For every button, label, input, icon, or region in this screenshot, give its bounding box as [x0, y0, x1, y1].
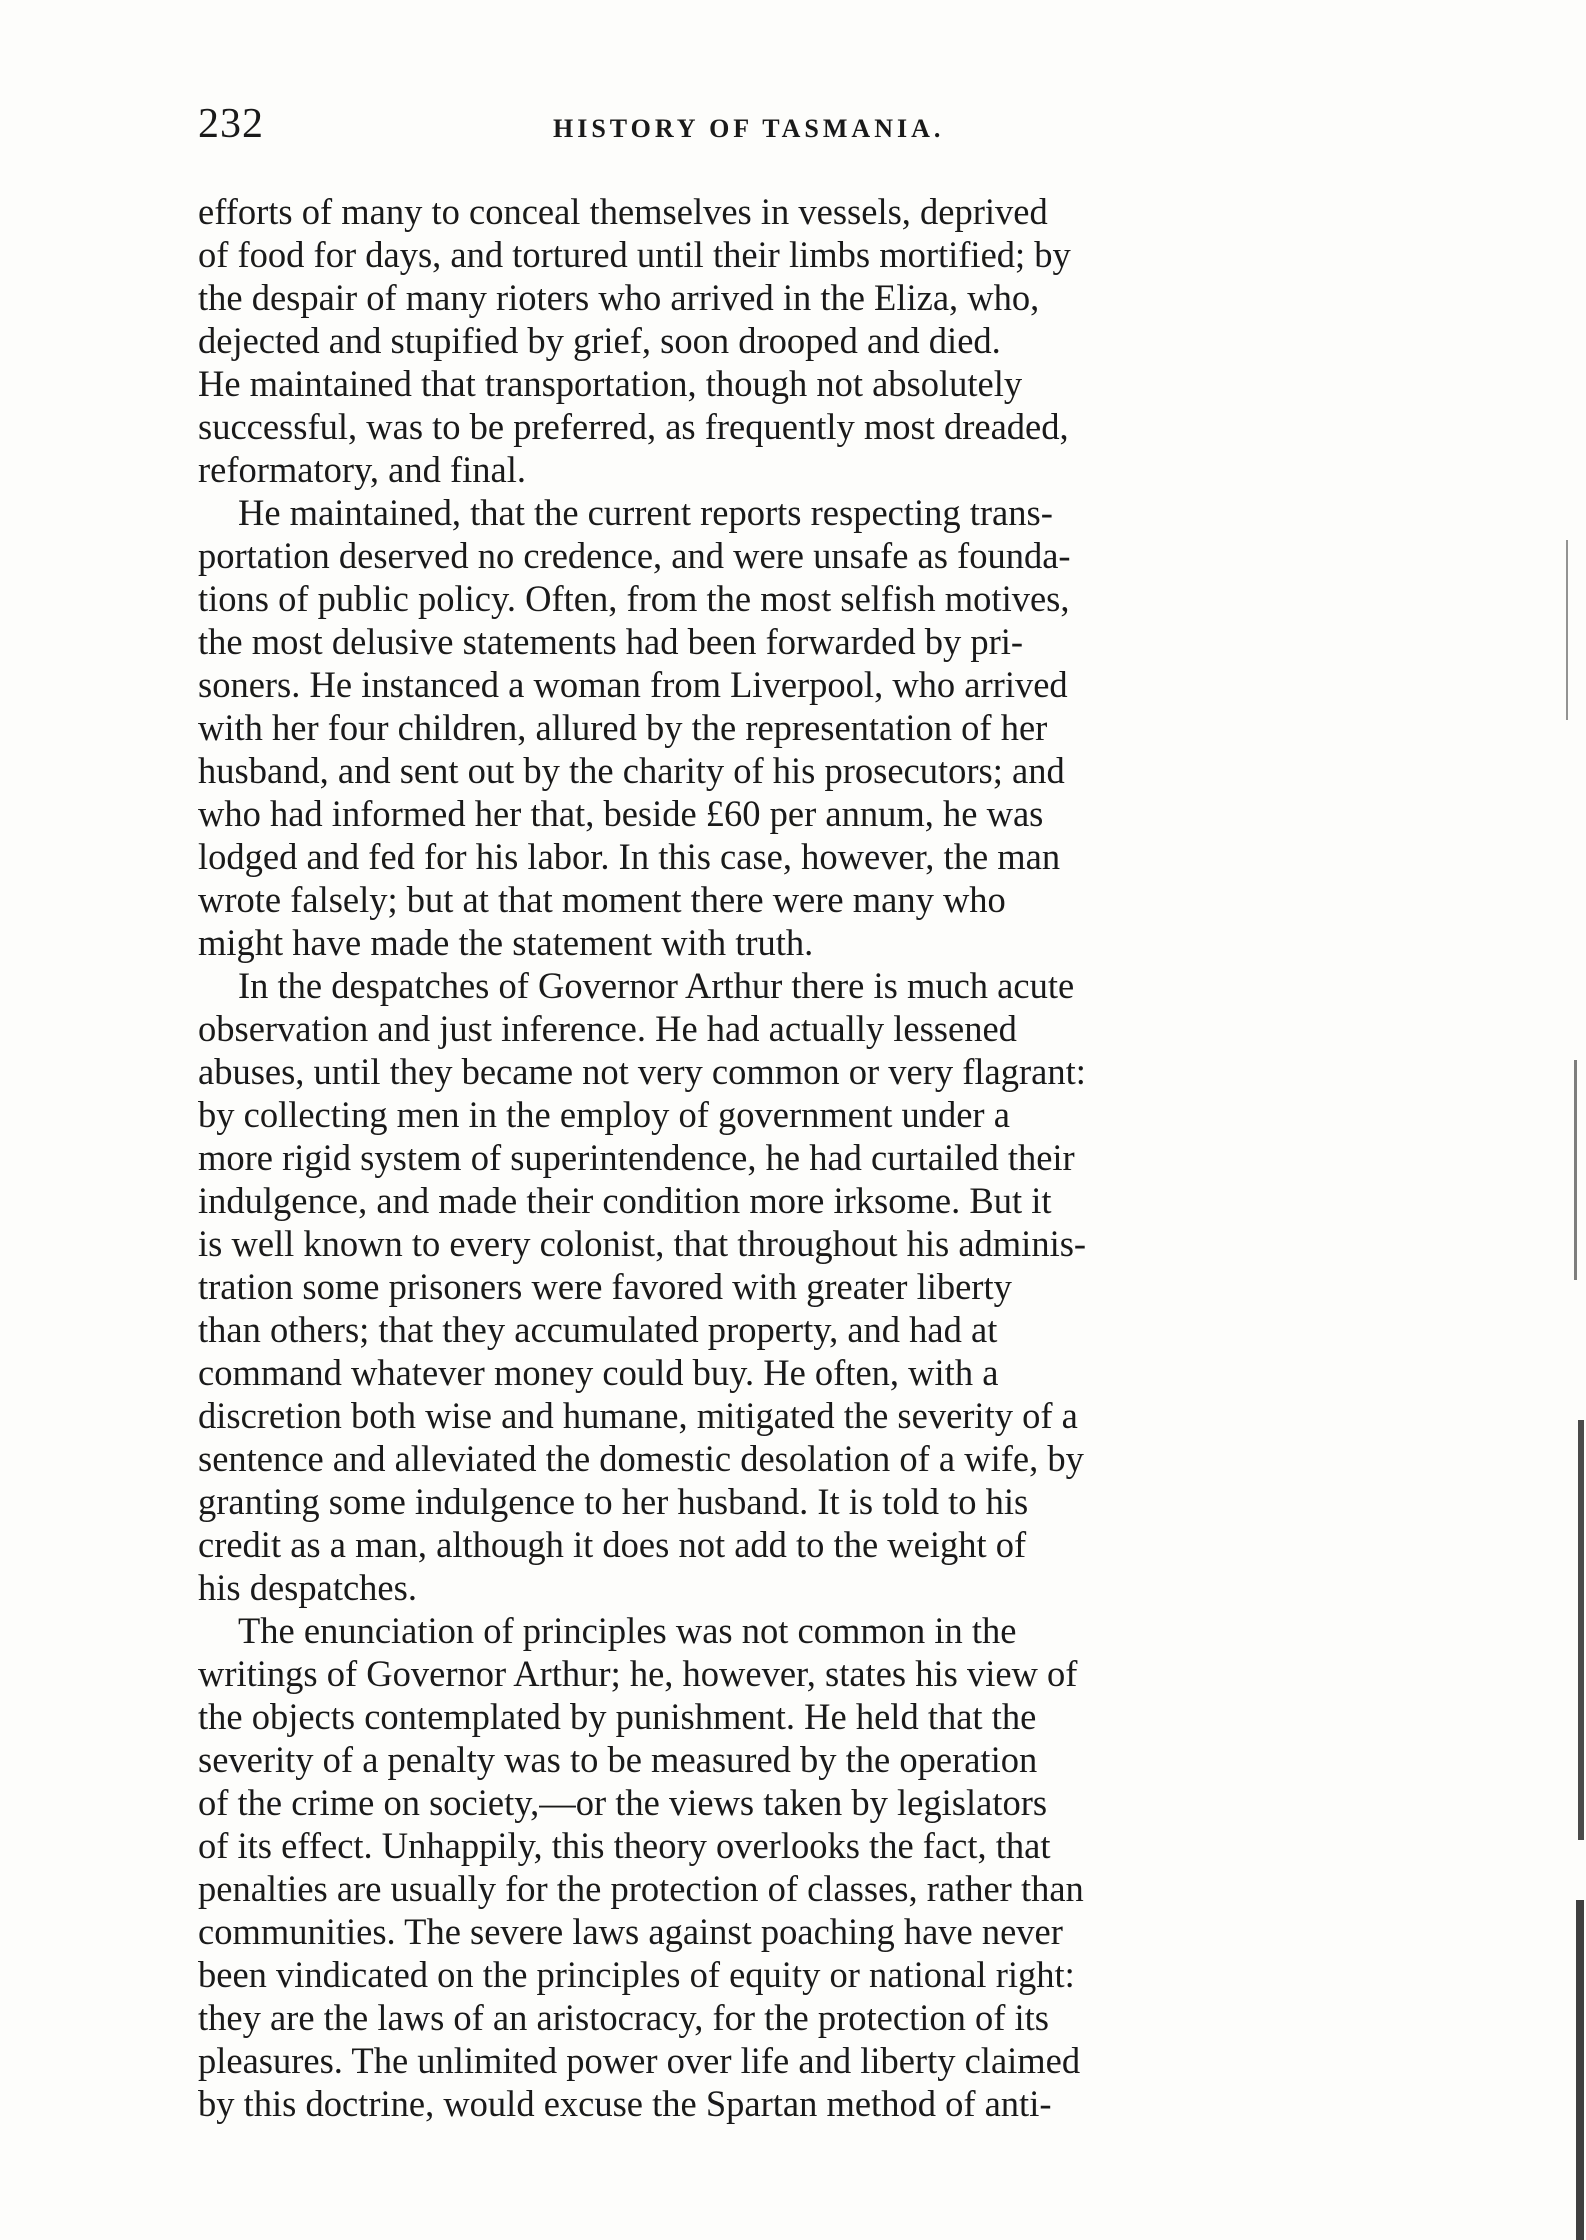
running-title: HISTORY OF TASMANIA.	[553, 114, 945, 143]
edge-mark	[1576, 1900, 1584, 2240]
edge-mark	[1566, 540, 1568, 720]
paragraph-3: In the despatches of Governor Arthur there is much acute observation and just inference. He had actually lessened abuses, until they became not very common or very flagrant: by collecting men in the employ of government under a more rigid system of superintendence, he had curtailed their indulgence, and made their condition more irksome. But it is well known to every colonist, that throughout his adminis- tration some prisoners were favored with greater liberty than others; that they accumulated property, and had at command whatever money could buy. He often, with a discretion both wise and humane, mitigated the severity of a sentence and alleviated the domestic desolation of a wife, by granting some indulgence to her husband. It is told to his credit as a man, although it does not add to the weight of his despatches.	[198, 965, 1087, 1608]
paragraph-4: The enunciation of principles was not common in the writings of Governor Arthur; he, however, states his view of the objects contemplated by punishment. He held that the severity of a penalty was to be measured by the operation of the crime on society,—or the views taken by legislators of its effect. Unhappily, this theory overlooks the fact, that penalties are usually for the protection of classes, rather than communities. The severe laws against poaching have never been vindicated on the principles of equity or national right: they are the laws of an aristocracy, for the protection of its pleasures. The unlimited power over life and liberty claimed by this doctrine, would excuse the Spartan method of anti-	[198, 1610, 1084, 2124]
body-text	[198, 190, 1308, 2125]
paragraph-2: He maintained, that the current reports respecting trans- portation deserved no credence, and were unsafe as founda- tions of public policy. Often, from the most selfish motives, the most delusive statements had been forwarded by pri- soners. He instanced a woman from Liverpool, who arrived with her four children, allured by the representation of her husband, and sent out by the charity of his prosecutors; and who had informed her that, beside £60 per annum, he was lodged and fed for his labor. In this case, however, the man wrote falsely; but at that moment there were many who might have made the statement with truth.	[198, 492, 1071, 963]
page-header	[198, 100, 1308, 160]
scanned-page-edge	[1536, 540, 1586, 2240]
paragraph-1: efforts of many to conceal themselves in vessels, deprived of food for days, and tortured until their limbs mortified; by the despair of many rioters who arrived in the Eliza, who, dejected and stupified by grief, soon drooped and died. He maintained that transportation, though not absolutely successful, was to be preferred, as frequently most dreaded, reformatory, and final.	[198, 191, 1071, 490]
edge-mark	[1578, 1420, 1584, 1840]
page-number: 232	[198, 101, 264, 147]
edge-mark	[1574, 1060, 1577, 1280]
